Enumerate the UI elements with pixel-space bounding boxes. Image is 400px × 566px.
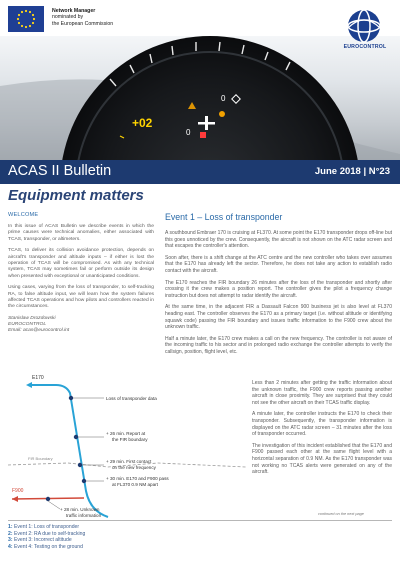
cockpit-hero-image <box>0 36 400 160</box>
event1-route-diagram <box>8 371 246 519</box>
event1-paragraph-4: At the same time, in the adjacent FIR a Dassault Falcon 900 business jet is also level at FL370 heading east. The controller observes the E170 as a primary target (i.e. without altitude or identifying squawk code) passing the FIR boundary and issues traffic information to the F900 crew about the unknown traffic. <box>165 304 392 331</box>
f900-aircraft-icon <box>12 496 18 502</box>
toc-label: Event 1: Loss of transponder <box>13 524 80 530</box>
author-name: Stanislaw Drozdowski <box>8 315 56 321</box>
issue-number: June 2018 | N°23 <box>314 166 390 177</box>
event1-paragraph-6: Less than 2 minutes after getting the traffic information about the unknown traffic, the F900 crew reports passing another aircraft in close proximity. They are surprised that they could not see the other aircraft on their TCAS traffic display. <box>252 380 392 406</box>
issue-subtitle: Equipment matters <box>8 187 144 204</box>
toc-num: 4: <box>8 543 13 550</box>
welcome-column <box>8 212 154 335</box>
eurocontrol-wordmark: EUROCONTROL <box>343 44 387 50</box>
contents-footer <box>8 520 392 550</box>
bulletin-title: ACAS II Bulletin <box>8 163 112 179</box>
f900-label: F900 <box>12 488 24 494</box>
toc-item-event1[interactable] <box>8 524 392 531</box>
toc-item-event3[interactable] <box>8 537 392 544</box>
toc-num: 1: <box>8 524 13 530</box>
welcome-paragraph-3: Using cases, varying from the loss of transponder, to self-tracking RA, to false altitude input, we will learn how the system failures affected TCAS operations and how pilots and controllers reacted in the circumstances. <box>8 285 154 310</box>
welcome-paragraph-1: In this issue of ACAS Bulletin we describe events in which the prime causes were technical anomalies, either associated with TCAS, transponder, or altimeters. <box>8 224 154 242</box>
e170-aircraft-icon <box>26 382 32 388</box>
label-29: + 29 min. First contact <box>106 459 152 464</box>
label-30: + 30 min. E170 and F900 pass <box>106 476 169 481</box>
event1-column-continued <box>252 380 392 481</box>
event1-paragraph-3: The E170 reaches the FIR boundary 26 minutes after the loss of the transponder and shortly after crossing it the crew makes a position report. The controller gives the pilot a frequency change instruction but does not attempt to radar identify the aircraft. <box>165 279 392 299</box>
label-29b: on the new frequency <box>112 465 156 470</box>
event1-paragraph-7: A minute later, the controller instructs the E170 to check their transponder. Subsequently, the transponder information is displayed on the ATC radar screen – 31 minutes after the loss of transponder occurred. <box>252 411 392 438</box>
event1-title: Event 1 – Loss of transponder <box>165 212 283 222</box>
event1-paragraph-1: A southbound Embraer 170 is cruising at FL370. At some point the E170 transponder drops off-line but this goes unnoticed by the crew. Consequently, the aircraft is not shown on the ATC radar screen and that escapes the controller's attention. <box>165 230 392 250</box>
toc-num: 3: <box>8 537 13 544</box>
network-manager-text <box>52 8 113 27</box>
gauge-mark-1: 0 <box>221 94 226 103</box>
toc-label: Event 2: RA due to self-tracking <box>13 530 86 537</box>
label-28: + 28 min. Unknown <box>60 507 100 512</box>
event1-paragraph-2: Soon after, there is a shift change at the ATC centre and the new controller who takes over assumes that the E170 has already left the sector. Therefore, he does not take any action to establish radio contact with the aircraft. <box>165 254 392 274</box>
vertical-speed-readout: +02 <box>132 116 153 130</box>
event1-paragraph-5: Half a minute later, the E170 crew makes a call on the new frequency. The controller is not aware of the incoming traffic to his sector and in prolonged radio exchange the controller attempts to verify the callsign, position, flight level, etc. <box>165 335 392 355</box>
welcome-paragraph-2: TCAS, to deliver its collision avoidance protection, depends on aircraft's transponder and altitude inputs – if either is lost the operation of TCAS will be compromised. As with any technical system, TCAS may sometimes fail or perform outside its design when presented with exceptional or unanticipated conditions. <box>8 248 154 279</box>
gauge-mark-2: 0 <box>186 128 191 137</box>
label-26: + 26 min. Report at <box>106 431 146 436</box>
toc-item-event4[interactable] <box>8 544 392 551</box>
label-30b: at FL370 0.9 NM apart <box>112 482 158 487</box>
toc-num: 2: <box>8 530 13 537</box>
e170-label: E170 <box>32 375 44 381</box>
author-org: EUROCONTROL <box>8 322 47 328</box>
nm-line3: the European Commission <box>52 20 114 27</box>
nm-line2: nominated by <box>52 14 84 21</box>
label-28b: traffic information <box>66 513 102 518</box>
nm-title: Network Manager <box>52 8 96 14</box>
fir-boundary-label: FIR Boundary <box>28 456 53 461</box>
eu-flag-logo <box>8 6 44 32</box>
event1-column <box>165 212 392 361</box>
welcome-heading: WELCOME <box>8 212 39 218</box>
toc-label: Event 3: Incorrect altitude <box>13 537 72 544</box>
loss-label: Loss of transponder data <box>106 396 157 401</box>
label-26b: the FIR boundary <box>112 437 148 442</box>
toc-label: Event 4: Testing on the ground <box>13 543 83 550</box>
toc-item-event2[interactable] <box>8 531 392 538</box>
event1-paragraph-8: The investigation of this incident established that the E170 and F900 passed each other at the same flight level with a horizontal separation of 0.9 NM. As the E170 transponder was not working no TCAS alerts were generated on any of the aircraft. <box>252 442 392 476</box>
author-email[interactable]: Email: acas@eurocontrol.int <box>8 328 70 334</box>
continued-note: continued on the next page <box>318 512 364 516</box>
